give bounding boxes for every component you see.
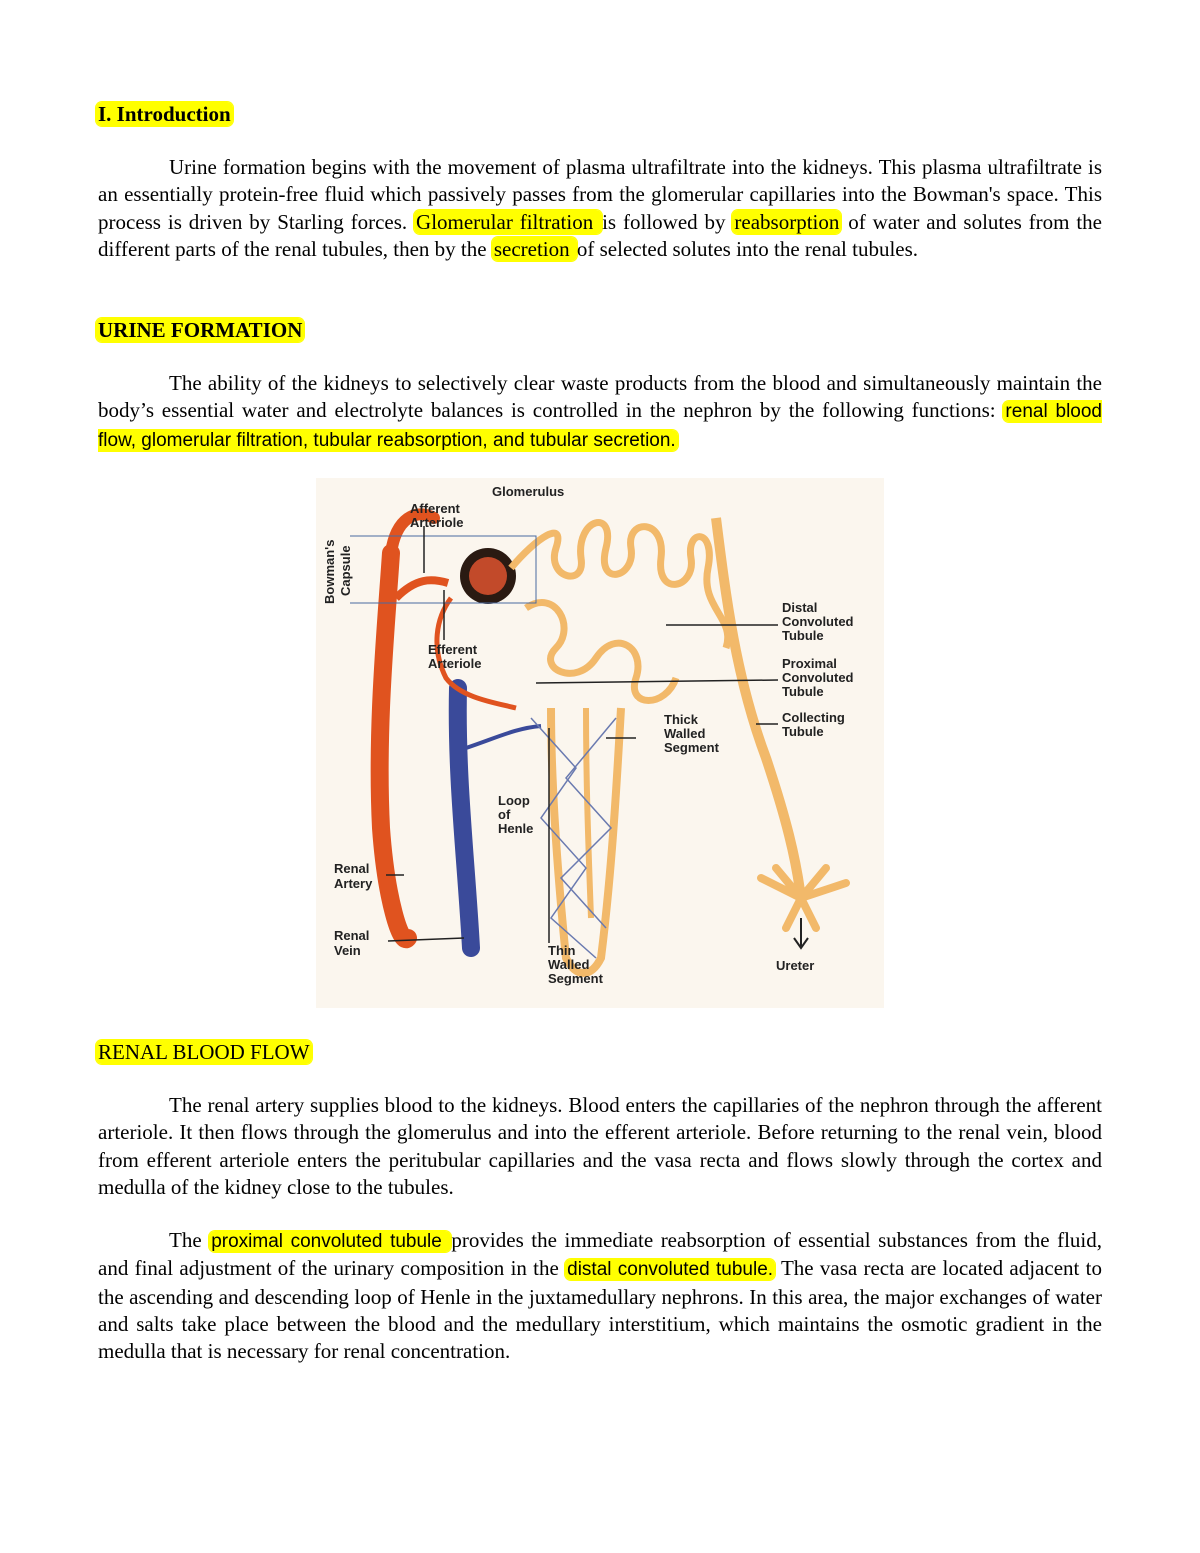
intro-text-3: of water and solutes from the different parts of the renal tubules, then by the (98, 209, 1103, 261)
highlight-functions: renal blood flow, glomerular filtration, tubular reabsorption, and tubular secretion. (98, 401, 1102, 451)
intro-heading (96, 100, 233, 128)
label-vein-1: Renal (334, 928, 370, 943)
renal-blood-flow-text-2c: The vasa recta are located adjacent to the ascending and descending loop of Henle in the juxtamedullary nephrons. In this area, the major exchanges of water and salts take place between the blood and the medullary interstitium, which maintains the osmotic gradient in the medulla that is necessary for renal concentration. (98, 1256, 1102, 1364)
highlight-secretion: secretion (493, 236, 575, 261)
label-collecting-2: Tubule (782, 724, 824, 739)
renal-blood-flow-paragraph-2 (98, 1227, 1102, 1365)
highlight-distal-convoluted-tubule: distal convoluted tubule. (567, 1259, 774, 1281)
label-proximal-3: Tubule (782, 684, 824, 699)
distal-tubule-shape (526, 603, 676, 701)
label-thick-2: Walled (664, 726, 706, 741)
intro-text-1: Urine formation begins with the movement of plasma ultrafiltrate into the kidneys. This plasma ultrafiltrate is an essentially protein-free fluid which passively passes from the glomerular capillaries into the Bowman's space. This process is driven by Starling forces. (98, 155, 1102, 234)
afferent-arteriole-vessel (396, 580, 448, 598)
label-afferent-2: Arteriole (410, 515, 464, 530)
label-loop-1: Loop (498, 793, 530, 808)
label-distal-1: Distal (782, 600, 818, 615)
nephron-diagram-svg (316, 478, 884, 1008)
glomerulus-shape (469, 557, 507, 595)
nephron-diagram (316, 478, 884, 1008)
renal-vein-vessel (458, 688, 471, 948)
label-efferent-1: Efferent (428, 642, 478, 657)
label-glomerulus: Glomerulus (492, 484, 565, 499)
highlight-reabsorption: reabsorption (734, 209, 840, 234)
ureter-branches (761, 868, 846, 928)
label-collecting-1: Collecting (782, 710, 845, 725)
renal-blood-flow-paragraph-1 (98, 1092, 1102, 1201)
highlight-glomerular-filtration: Glomerular filtration (416, 209, 601, 234)
label-loop-2: of (498, 807, 511, 822)
urine-formation-heading (96, 316, 304, 344)
label-ureter: Ureter (776, 958, 815, 973)
label-efferent-2: Arteriole (428, 656, 482, 671)
proximal-tubule-shape (511, 523, 728, 648)
renal-blood-flow-text-1: The renal artery supplies blood to the kidneys. Blood enters the capillaries of the nephron through the afferent arteriole. It then flows through the glomerulus and into the efferent arteriole. Before returning to the renal vein, blood from efferent arteriole enters the peritubular capillaries and the vasa recta and flows slowly through the cortex and medulla of the kidney close to the tubules. (98, 1093, 1102, 1199)
highlight-proximal-convoluted-tubule: proximal convoluted tubule (211, 1231, 450, 1252)
label-artery-1: Renal (334, 861, 370, 876)
label-bowmans-1: Bowman's (322, 539, 337, 604)
label-proximal-2: Convoluted (782, 670, 854, 685)
label-thin-3: Segment (548, 971, 603, 986)
ureter-arrow-icon (794, 918, 808, 948)
label-bowmans-2: Capsule (338, 545, 353, 596)
label-thin-2: Walled (548, 957, 590, 972)
label-distal-3: Tubule (782, 628, 824, 643)
label-thick-1: Thick (664, 712, 698, 727)
label-vein-2: Vein (334, 943, 361, 958)
label-proximal-1: Proximal (782, 656, 837, 671)
urine-formation-heading-text: URINE FORMATION (98, 318, 303, 342)
renal-blood-flow-text-2b: provides the immediate reabsorption of essential substances from the fluid, and final adjustment of the urinary composition in the (98, 1228, 1102, 1281)
vein-branch (466, 726, 541, 748)
collecting-tubule-shape (716, 518, 801, 898)
renal-artery-vessel (380, 553, 408, 939)
henle-inner-limb (586, 708, 591, 918)
intro-paragraph (98, 154, 1102, 263)
label-afferent-1: Afferent (410, 501, 460, 516)
label-thick-3: Segment (664, 740, 719, 755)
label-artery-2: Artery (334, 876, 373, 891)
label-loop-3: Henle (498, 821, 534, 836)
label-distal-2: Convoluted (782, 614, 854, 629)
renal-blood-flow-heading-text: RENAL BLOOD FLOW (98, 1040, 310, 1064)
intro-text-2: is followed by (602, 209, 733, 234)
renal-blood-flow-text-2a: The (169, 1228, 210, 1252)
urine-formation-text-1: The ability of the kidneys to selectively clear waste products from the blood and simultaneously maintain the body’s essential water and electrolyte balances is controlled in the nephron by the following functions: (98, 371, 1102, 423)
renal-blood-flow-heading (96, 1038, 312, 1066)
urine-formation-paragraph (98, 370, 1102, 454)
intro-text-4: of selected solutes into the renal tubules. (576, 236, 919, 261)
intro-heading-text: I. Introduction (98, 102, 231, 126)
label-thin-1: Thin (548, 943, 576, 958)
